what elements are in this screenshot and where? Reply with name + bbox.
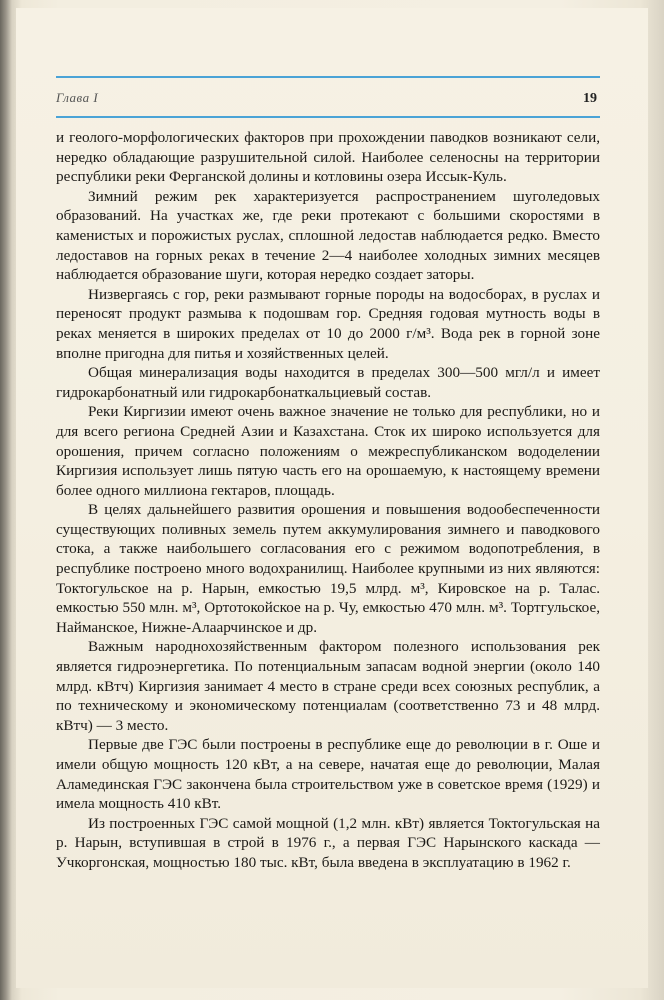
paragraph: Низвергаясь с гор, реки размывают горные породы на водосборах, в руслах и переносят продукт размыва к подошвам гор. Средняя годовая мутность воды в реках меняется в широких пределах от 10 до 2000 г/м³. Вода рек в горной зоне вполне пригодна для питья и хозяйственных целей. <box>56 285 600 362</box>
header-rule-bottom <box>56 116 600 118</box>
paragraph: Общая минерализация воды находится в пределах 300—500 мгл/л и имеет гидрокарбонатный или гидрокарбонаткальциевый состав. <box>56 364 600 401</box>
paragraph: Важным народнохозяйственным фактором полезного использования рек является гидроэнергетика. По потенциальным запасам водной энергии (около 140 млрд. кВтч) Киргизия занимает 4 место в стране среди всех союзных республик, а по техническому и экономическому потенциалам (соответственно 73 и 48 млрд. кВтч) — 3 место. <box>56 638 600 734</box>
paragraph: Реки Киргизии имеют очень важное значение не только для республики, но и для всего региона Средней Азии и Казахстана. Сток их широко используется для орошения, причем согласно положениям о межреспубликанском вододелении Киргизия использует лишь пятую часть его на орошаемую, к настоящему времени более одного миллиона гектаров, площадь. <box>56 403 600 499</box>
page-number: 19 <box>583 91 597 106</box>
paragraph: В целях дальнейшего развития орошения и повышения водообеспеченности существующих поливных земель путем аккумулирования зимнего и паводкового стока, а также наибольшего согласования его с режимом водопотребления, в республике построено много водохранилищ. Наиболее крупными из них являются: Токтогульское на р. Нарын, емкостью 19,5 млрд. м³, Кировское на р. Талас. емкостью 550 млн. м³, Ортотокойское на р. Чу, емкостью 470 млн. м³. Тортгульское, Найманское, Нижне-Алаарчинское и др. <box>56 501 600 636</box>
paragraph: и геолого-морфологических факторов при прохождении паводков возникают сели, нередко обладающие разрушительной силой. Наиболее селеносны на территории республики реки Ферганской долины и котловины озера Иссык-Куль. <box>56 129 600 186</box>
running-head: Глава I <box>56 90 99 105</box>
paragraph: Зимний режим рек характеризуется распространением шуголедовых образований. На участках же, где реки протекают с большими скоростями в каменистых и порожистых руслах, сплошной ледостав наблюдается редко. Вместо ледоставов на горных реках в течение 2—4 наиболее холодных зимних месяцев наблюдается образование шуги, которая нередко создает заторы. <box>56 187 600 284</box>
paragraph: Первые две ГЭС были построены в республике еще до революции в г. Оше и имели общую мощность 120 кВт, а на севере, начатая еще до революции, Малая Аламединская ГЭС закончена была строительством уже в советское время (1929) и имела мощность 410 кВт. <box>56 736 600 813</box>
body-text <box>56 128 600 873</box>
header-rule-top <box>56 76 600 78</box>
paragraph: Из построенных ГЭС самой мощной (1,2 млн. кВт) является Токтогульская на р. Нарын, вступившая в строй в 1976 г., а первая ГЭС Нарынского каскада — Учкоргонская, мощностью 180 тыс. кВт, была введена в эксплуатацию в 1962 г. <box>56 814 600 871</box>
